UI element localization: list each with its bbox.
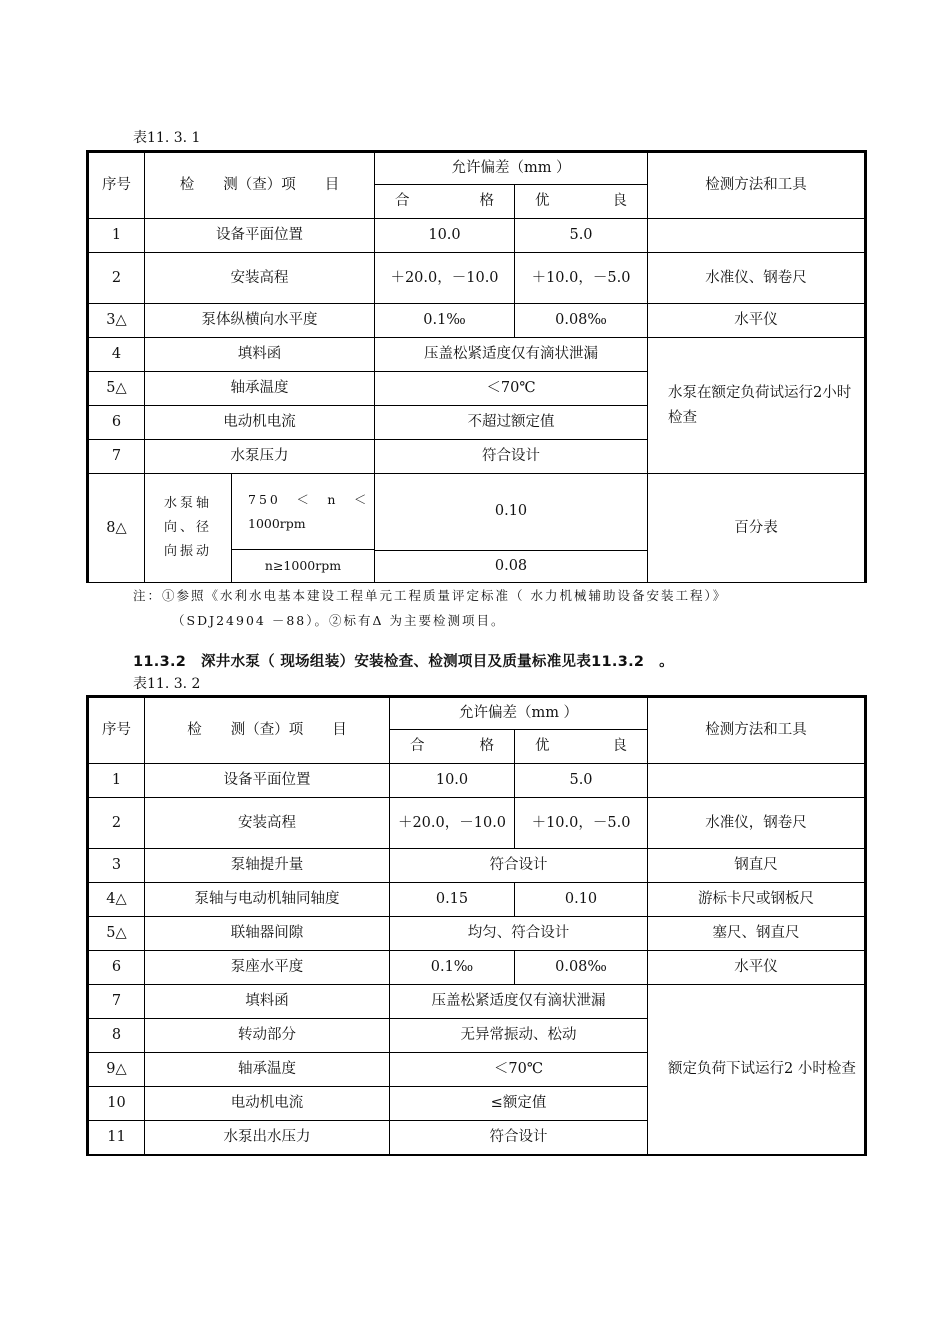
table-row: 4 填料函 压盖松紧适度仅有滴状泄漏 水泵在额定负荷试运行2小时检查 bbox=[88, 338, 866, 372]
table-row: 1 设备平面位置 10.0 5.0 bbox=[88, 219, 866, 253]
table-row: 8 转动部分 无异常振动、松动 bbox=[88, 1019, 866, 1053]
header-seq: 序号 bbox=[88, 697, 145, 764]
table-row: 6 电动机电流 不超过额定值 bbox=[88, 406, 866, 440]
header-qualified: 合 格 bbox=[390, 730, 515, 764]
table-row: 4△ 泵轴与电动机轴同轴度 0.15 0.10 游标卡尺或钢板尺 bbox=[88, 883, 866, 917]
vibration-value-high: 0.08 bbox=[375, 550, 648, 582]
table-row: 2 安装高程 ＋20.0，－10.0 ＋10.0，－5.0 水准仪，钢卷尺 bbox=[88, 798, 866, 849]
note-line-1: 注：①参照《水利水电基本建设工程单元工程质量评定标准（ 水力机械辅助设备安装工程）》 bbox=[133, 588, 728, 603]
header-seq: 序号 bbox=[88, 152, 145, 219]
header-tolerance: 允许偏差（mm ） bbox=[375, 152, 648, 185]
rpm-range-low-b: 1000rpm bbox=[248, 515, 306, 531]
table-row: 7 水泵压力 符合设计 bbox=[88, 440, 866, 474]
header-tolerance: 允许偏差（mm ） bbox=[390, 697, 648, 730]
header-method: 检测方法和工具 bbox=[648, 697, 866, 764]
header-item: 检 测（查）项 目 bbox=[145, 152, 375, 219]
vibration-method: 百分表 bbox=[648, 474, 866, 583]
vibration-value-low: 0.10 bbox=[375, 474, 648, 551]
table-2-caption: 表11. 3. 2 bbox=[133, 676, 201, 692]
vibration-label: 水泵轴向、径向振动 bbox=[163, 496, 212, 559]
table-1-caption: 表11. 3. 1 bbox=[133, 130, 201, 146]
table-row: 11 水泵出水压力 符合设计 bbox=[88, 1121, 866, 1155]
section-heading: 11.3.2 深井水泵（ 现场组装）安装检查、检测项目及质量标准见表11.3.2 。 bbox=[133, 654, 674, 670]
table-row: 7 填料函 压盖松紧适度仅有滴状泄漏 额定负荷下试运行2 小时检查 bbox=[88, 985, 866, 1019]
table-row: 2 安装高程 ＋20.0，－10.0 ＋10.0，－5.0 水准仪、钢卷尺 bbox=[88, 253, 866, 304]
header-excellent: 优 良 bbox=[515, 730, 648, 764]
table-row-vibration: 8△ 水泵轴向、径向振动 750 ＜ n ＜ 1000rpm n≥1000rpm 0.10 百分表 bbox=[88, 474, 866, 551]
rpm-range-high: n≥1000rpm bbox=[264, 558, 342, 573]
table-2 bbox=[86, 695, 867, 1156]
header-item: 检 测（查）项 目 bbox=[145, 697, 390, 764]
table-row: 10 电动机电流 ≤额定值 bbox=[88, 1087, 866, 1121]
group-method: 额定负荷下试运行2 小时检查 bbox=[648, 985, 866, 1155]
table-row: 3△ 泵体纵横向水平度 0.1‰ 0.08‰ 水平仪 bbox=[88, 304, 866, 338]
header-method: 检测方法和工具 bbox=[648, 152, 866, 219]
rpm-range-low-a: 750 ＜ n ＜ bbox=[248, 491, 370, 507]
table-1 bbox=[86, 150, 867, 583]
table-row: 1 设备平面位置 10.0 5.0 bbox=[88, 764, 866, 798]
table-row: 9△ 轴承温度 ＜70℃ bbox=[88, 1053, 866, 1087]
header-qualified: 合 格 bbox=[375, 185, 515, 219]
group-method: 水泵在额定负荷试运行2小时检查 bbox=[648, 338, 866, 474]
table-row: 5△ 联轴器间隙 均匀、符合设计 塞尺、钢直尺 bbox=[88, 917, 866, 951]
note-line-2: （SDJ24904 －88）。②标有Δ 为主要检测项目。 bbox=[172, 613, 506, 628]
table-row: 5△ 轴承温度 ＜70℃ bbox=[88, 372, 866, 406]
table-row: 3 泵轴提升量 符合设计 钢直尺 bbox=[88, 849, 866, 883]
table-row: 6 泵座水平度 0.1‰ 0.08‰ 水平仪 bbox=[88, 951, 866, 985]
header-excellent: 优 良 bbox=[515, 185, 648, 219]
